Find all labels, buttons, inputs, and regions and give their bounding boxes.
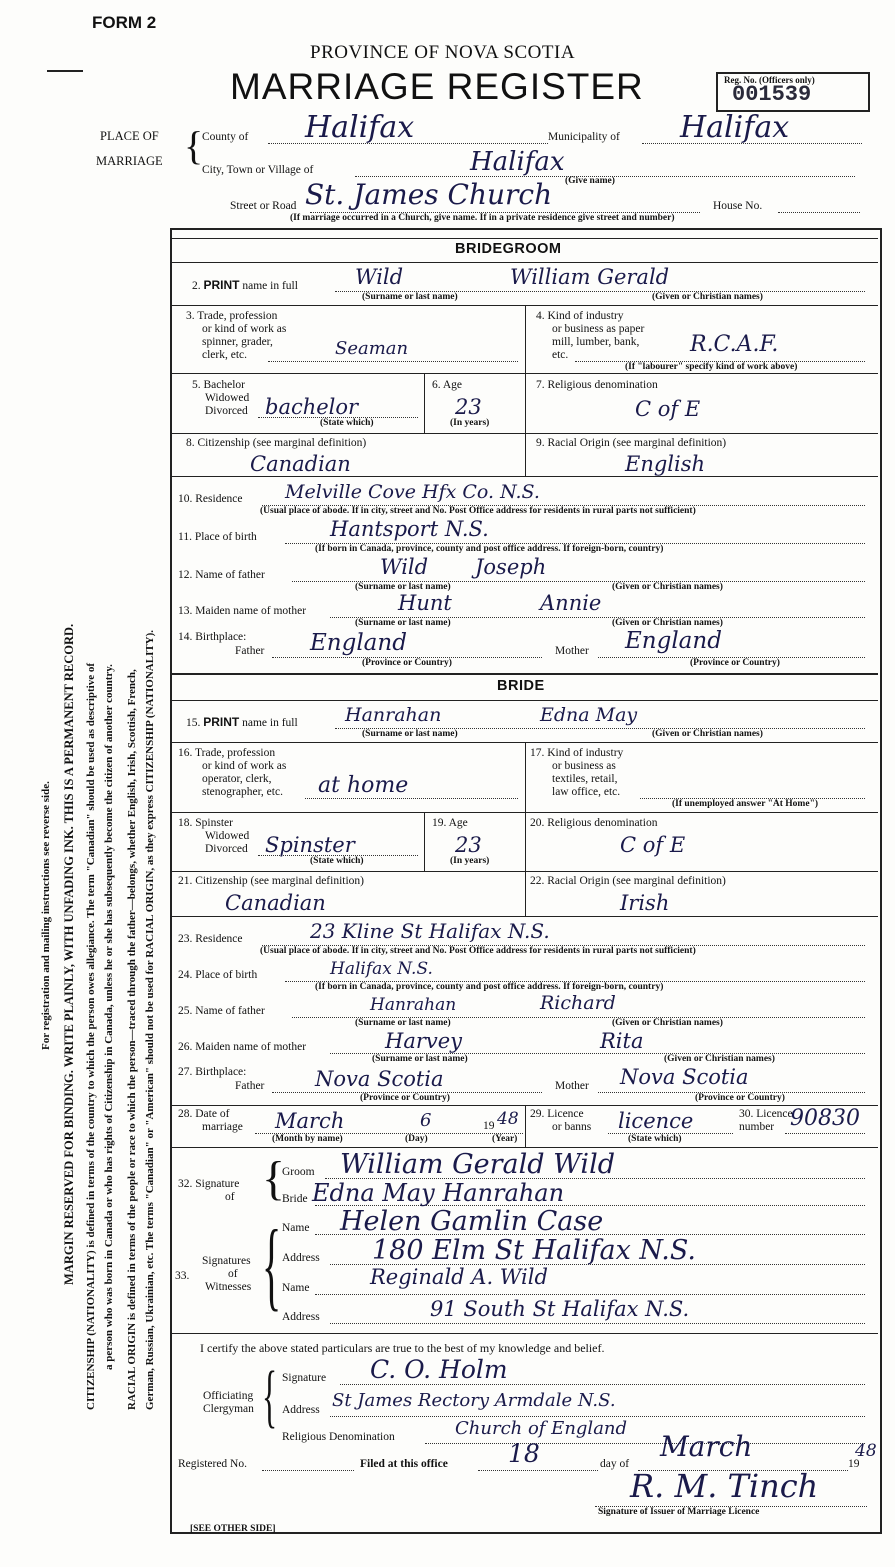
place-label-1: PLACE OF: [100, 129, 159, 143]
w1-name: Helen Gamlin Case: [340, 1206, 604, 1237]
bride-father-given: Richard: [540, 992, 616, 1014]
bride-mother-given-caption: (Given or Christian names): [664, 1054, 775, 1064]
licence-caption: (State which): [628, 1134, 682, 1144]
bride-birthplace-label: 24. Place of birth: [178, 969, 258, 981]
clergy-addr-line: [330, 1416, 865, 1417]
col-rule: [525, 742, 526, 812]
groom-citizenship-label: 8. Citizenship (see marginal definition): [186, 437, 367, 449]
groom-heading-rule-top: [172, 238, 878, 239]
groom-father-surname: Wild: [380, 555, 429, 579]
licence-no-label-1: 30. Licence: [739, 1108, 793, 1120]
day-of-label: day of: [600, 1458, 630, 1470]
registered-line: [262, 1470, 354, 1471]
groom-industry-label-2: or business as paper: [552, 323, 645, 335]
groom-father-label: 12. Name of father: [178, 569, 265, 581]
place-note: (If marriage occurred in a Church, give name. If in a private residence give street and number): [290, 213, 675, 223]
margin-line-3: CITIZENSHIP (NATIONALITY) is defined in terms of the country to which the person owes allegiance. The term "Canadian" should be used as descriptive of: [85, 662, 97, 1410]
groom-name-label: [192, 279, 298, 293]
groom-status-label-2: Widowed: [205, 392, 250, 404]
bride-religion: C of E: [620, 833, 686, 857]
w2-name: Reginald A. Wild: [370, 1265, 548, 1289]
filed-label: Filed at this office: [360, 1458, 448, 1470]
groom-residence: Melville Cove Hfx Co. N.S.: [285, 481, 540, 503]
bride-industry-label-4: law office, etc.: [552, 786, 621, 798]
bride-trade-label-2: or kind of work as: [202, 760, 287, 772]
groom-state-which: (State which): [320, 418, 374, 428]
witness-label-1: Signatures: [202, 1255, 251, 1267]
col-rule: [424, 812, 425, 871]
bride-name-rest: name in full: [242, 717, 298, 729]
filed-month: March: [660, 1430, 753, 1463]
groom-sig-label: Groom: [282, 1166, 315, 1178]
marriage-year-prefix: 19: [483, 1120, 495, 1132]
bride-status-label-1: 18. Spinster: [178, 817, 233, 829]
date-label-2: marriage: [202, 1121, 243, 1133]
licence-label-1: 29. Licence: [530, 1108, 584, 1120]
groom-signature: William Gerald Wild: [340, 1149, 615, 1180]
groom-industry-note: (If "labourer" specify kind of work above): [625, 362, 798, 372]
groom-racial: English: [625, 452, 706, 476]
bride-citizenship: Canadian: [225, 891, 326, 915]
groom-trade-label-3: spinner, grader,: [202, 336, 273, 348]
house-label: House No.: [713, 200, 763, 212]
bride-bp-mother: Nova Scotia: [620, 1065, 749, 1089]
bride-trade-label-4: stenographer, etc.: [202, 786, 283, 798]
marriage-month: March: [275, 1109, 345, 1133]
licence-no-label-2: number: [739, 1121, 775, 1133]
bride-status-label-3: Divorced: [205, 843, 248, 855]
year-caption: (Year): [492, 1134, 518, 1144]
filed-day: 18: [508, 1439, 540, 1468]
groom-father-given: Joseph: [475, 555, 547, 579]
marriage-year: 48: [497, 1109, 519, 1129]
groom-bp-mother-label: Mother: [555, 645, 589, 657]
clergy-sig-label: Signature: [282, 1372, 327, 1384]
groom-industry-label-3: mill, lumber, bank,: [552, 336, 640, 348]
bride-surname: Hanrahan: [345, 704, 442, 726]
sig-label-1: 32. Signature: [178, 1178, 240, 1190]
bride-in-years: (In years): [450, 856, 490, 866]
margin-line-4: a person who was born in Canada or who has rights of Citizenship in Canada, unless he or she has subsequently become the citizen of another country.: [103, 664, 115, 1370]
bride-state-which: (State which): [310, 856, 364, 866]
groom-father-surname-caption: (Surname or last name): [355, 582, 451, 592]
denom-label: Religious Denomination: [282, 1431, 395, 1443]
bride-status: Spinster: [265, 833, 355, 857]
municipality-label: Municipality of: [548, 131, 620, 143]
bride-bp-label: 27. Birthplace:: [178, 1066, 247, 1078]
licence-type: licence: [618, 1109, 694, 1133]
bride-sig-label: Bride: [282, 1193, 308, 1205]
groom-bp-mother: England: [625, 628, 722, 654]
margin-line-6: German, Russian, Ukrainian, etc. The terms "Canadian" or "American" should not be used for RACIAL ORIGIN, as they express CITIZENSHIP (NATIONALITY).: [144, 629, 156, 1410]
month-caption: (Month by name): [272, 1134, 343, 1144]
groom-surname-caption: (Surname or last name): [362, 292, 458, 302]
groom-industry-label-1: 4. Kind of industry: [536, 310, 624, 322]
form-number: FORM 2: [92, 13, 157, 32]
groom-name-rest: name in full: [242, 280, 298, 292]
bride-surname-caption: (Surname or last name): [362, 729, 458, 739]
bride-birthplace-note: (If born in Canada, province, county and post office address. If foreign-born, country): [315, 982, 664, 992]
margin-line-5: RACIAL ORIGIN is defined in terms of the people or race to which the person—traced through the father—belongs, whether English, Irish, Scottish, French,: [126, 669, 138, 1410]
bride-bp-mother-label: Mother: [555, 1080, 589, 1092]
groom-mother-surname-caption: (Surname or last name): [355, 618, 451, 628]
row-rule: [172, 1333, 878, 1334]
clergy-label-1: Officiating: [203, 1390, 254, 1402]
county-value: Halifax: [305, 110, 415, 145]
groom-birthplace-label: 11. Place of birth: [178, 531, 257, 543]
bride-residence-label: 23. Residence: [178, 933, 243, 945]
groom-heading: BRIDEGROOM: [455, 241, 562, 257]
bride-signature: Edna May Hanrahan: [312, 1179, 565, 1207]
margin-line-2: MARGIN RESERVED FOR BINDING. WRITE PLAINLY, WITH UNFADING INK. THIS IS A PERMANENT RECORD.: [62, 623, 76, 1285]
licence-no-line: [785, 1133, 865, 1134]
bride-mother-given: Rita: [600, 1029, 644, 1053]
bride-residence: 23 Kline St Halifax N.S.: [310, 919, 550, 943]
municipality-value: Halifax: [680, 110, 790, 145]
reg-no-box: [716, 72, 870, 112]
bride-name-label: [186, 716, 298, 730]
house-line: [778, 212, 860, 213]
groom-trade-line: [268, 361, 518, 362]
w1-name-label: Name: [282, 1222, 310, 1234]
bride-bp-father-caption: (Province or Country): [360, 1093, 450, 1103]
bride-given: Edna May: [540, 704, 638, 726]
witness-brace: {: [262, 1209, 282, 1320]
groom-surname: Wild: [355, 265, 404, 289]
street-value: St. James Church: [305, 178, 553, 211]
clergy-address: St James Rectory Armdale N.S.: [332, 1390, 616, 1411]
bride-age-label: 19. Age: [432, 817, 468, 829]
w1-address: 180 Elm St Halifax N.S.: [372, 1235, 696, 1266]
place-label-2: MARRIAGE: [96, 154, 163, 168]
bride-trade-label-1: 16. Trade, profession: [178, 747, 276, 759]
clergy-signature: C. O. Holm: [370, 1355, 508, 1384]
clergy-addr-label: Address: [282, 1404, 320, 1416]
groom-heading-rule: [172, 262, 878, 263]
groom-status-label-3: Divorced: [205, 405, 248, 417]
groom-name-no: 2.: [192, 280, 201, 292]
margin-line-1: For registration and mailing instructions see reverse side.: [40, 781, 52, 1050]
witness-no: 33.: [175, 1270, 190, 1282]
bride-citizenship-label: 21. Citizenship (see marginal definition): [178, 875, 364, 887]
issuer-caption: Signature of Issuer of Marriage Licence: [598, 1507, 760, 1517]
bride-trade-line: [305, 798, 518, 799]
bride-trade: at home: [318, 773, 409, 798]
see-other-side: [SEE OTHER SIDE]: [190, 1524, 276, 1534]
bride-racial: Irish: [620, 891, 670, 915]
bride-bp-mother-caption: (Province or Country): [695, 1093, 785, 1103]
street-label: Street or Road: [230, 200, 297, 212]
groom-in-years: (In years): [450, 418, 490, 428]
place-brace: {: [184, 123, 204, 168]
groom-bp-mother-caption: (Province or Country): [690, 658, 780, 668]
groom-age-label: 6. Age: [432, 379, 463, 391]
groom-birthplace: Hantsport N.S.: [330, 517, 489, 541]
reg-no: 001539: [732, 82, 812, 107]
groom-religion-label: 7. Religious denomination: [536, 379, 658, 391]
col-rule: [525, 305, 526, 373]
clergy-sig-line: [340, 1384, 865, 1385]
registered-label: Registered No.: [178, 1458, 247, 1470]
page-title: MARRIAGE REGISTER: [230, 66, 644, 107]
marriage-day: 6: [420, 1110, 432, 1131]
bride-age: 23: [455, 833, 482, 857]
groom-racial-label: 9. Racial Origin (see marginal definition): [536, 437, 727, 449]
groom-industry: R.C.A.F.: [690, 332, 779, 357]
groom-age: 23: [455, 395, 482, 419]
w2-address: 91 South St Halifax N.S.: [430, 1297, 690, 1321]
w2-name-line: [315, 1294, 865, 1295]
groom-bp-label: 14. Birthplace:: [178, 631, 247, 643]
w1-address-label: Address: [282, 1252, 320, 1264]
bride-heading: BRIDE: [497, 678, 545, 694]
licence-number: 90830: [790, 1106, 860, 1131]
day-caption: (Day): [405, 1134, 428, 1144]
bride-industry-label-3: textiles, retail,: [552, 773, 618, 785]
groom-mother-label: 13. Maiden name of mother: [178, 605, 307, 617]
bride-father-label: 25. Name of father: [178, 1005, 265, 1017]
sig-label-2: of: [225, 1191, 235, 1203]
bride-racial-label: 22. Racial Origin (see marginal definition): [530, 875, 726, 887]
bride-father-given-caption: (Given or Christian names): [612, 1018, 723, 1028]
province-title: PROVINCE OF NOVA SCOTIA: [310, 42, 576, 63]
row-rule: [172, 1147, 878, 1148]
groom-religion: C of E: [635, 397, 701, 421]
bride-father-surname: Hanrahan: [370, 995, 457, 1015]
filed-year: 48: [855, 1441, 877, 1461]
reg-no-label: Reg. No. (Officers only): [724, 75, 815, 85]
clergy-brace: {: [262, 1358, 278, 1435]
filed-day-line: [478, 1470, 598, 1471]
w2-address-line: [330, 1323, 865, 1324]
city-label: City, Town or Village of: [202, 164, 314, 176]
groom-industry-label-4: etc.: [552, 349, 569, 361]
bride-bp-father: Nova Scotia: [315, 1067, 444, 1091]
groom-trade: Seaman: [335, 338, 409, 359]
give-name-caption: (Give name): [565, 176, 615, 186]
bride-heading-rule-top: [172, 673, 878, 675]
groom-given-caption: (Given or Christian names): [652, 292, 763, 302]
row-rule: [172, 916, 878, 917]
bride-bp-father-label: Father: [235, 1080, 265, 1092]
bride-industry-label-2: or business as: [552, 760, 616, 772]
sig-brace: {: [262, 1152, 286, 1205]
groom-bp-father-caption: (Province or Country): [362, 658, 452, 668]
bride-birthplace: Halifax N.S.: [330, 959, 433, 979]
bride-given-caption: (Given or Christian names): [652, 729, 763, 739]
licence-label-2: or banns: [552, 1121, 592, 1133]
witness-label-2: of: [228, 1268, 238, 1280]
groom-trade-label-2: or kind of work as: [202, 323, 287, 335]
bride-status-label-2: Widowed: [205, 830, 250, 842]
city-value: Halifax: [470, 147, 565, 177]
groom-citizenship: Canadian: [250, 452, 351, 476]
certify-text: I certify the above stated particulars are true to the best of my knowledge and belief.: [200, 1341, 605, 1355]
groom-bp-father-label: Father: [235, 645, 265, 657]
groom-status-label-1: 5. Bachelor: [192, 379, 246, 391]
col-rule: [424, 373, 425, 433]
groom-father-given-caption: (Given or Christian names): [612, 582, 723, 592]
bride-name-print: PRINT: [203, 715, 240, 729]
col-rule: [525, 871, 526, 916]
bride-heading-rule: [172, 700, 878, 701]
witness-label-3: Witnesses: [205, 1281, 252, 1293]
bride-industry-note: (If unemployed answer "At Home"): [672, 799, 819, 809]
col-rule: [525, 373, 526, 433]
bride-father-surname-caption: (Surname or last name): [355, 1018, 451, 1028]
bride-industry-label-1: 17. Kind of industry: [530, 747, 624, 759]
groom-birthplace-note: (If born in Canada, province, county and post office address. If foreign-born, country): [315, 544, 664, 554]
bride-religion-label: 20. Religious denomination: [530, 817, 658, 829]
date-label-1: 28. Date of: [178, 1108, 230, 1120]
bride-residence-note: (Usual place of abode. If in city, street and No. Post Office address for residents in rural parts not sufficient): [260, 946, 696, 956]
groom-bp-father: England: [310, 630, 407, 656]
clergy-label-2: Clergyman: [203, 1403, 254, 1415]
groom-trade-label-1: 3. Trade, profession: [186, 310, 278, 322]
issuer-signature: R. M. Tinch: [630, 1467, 819, 1505]
w2-name-label: Name: [282, 1282, 310, 1294]
col-rule: [525, 812, 526, 871]
bride-name-no: 15.: [186, 717, 201, 729]
groom-mother-given: Annie: [540, 591, 602, 615]
county-label: County of: [202, 131, 249, 143]
col-rule: [525, 433, 526, 476]
margin-dash: [47, 70, 83, 72]
bride-mother-surname-caption: (Surname or last name): [372, 1054, 468, 1064]
row-rule: [172, 476, 878, 477]
groom-status: bachelor: [265, 395, 359, 419]
w2-address-label: Address: [282, 1311, 320, 1323]
filed-year-prefix: 19: [848, 1458, 860, 1470]
clergy-denomination: Church of England: [455, 1418, 628, 1439]
denom-line: [425, 1443, 865, 1444]
groom-mother-given-caption: (Given or Christian names): [612, 618, 723, 628]
groom-name-print: PRINT: [203, 278, 240, 292]
col-rule: [525, 1105, 526, 1147]
groom-residence-note: (Usual place of abode. If in city, street and No. Post Office address for residents in rural parts not sufficient): [260, 506, 696, 516]
groom-given: William Gerald: [510, 265, 670, 289]
groom-mother-surname: Hunt: [398, 591, 452, 615]
bride-mother-surname: Harvey: [385, 1029, 463, 1053]
bride-mother-label: 26. Maiden name of mother: [178, 1041, 307, 1053]
groom-trade-label-4: clerk, etc.: [202, 349, 248, 361]
bride-trade-label-3: operator, clerk,: [202, 773, 272, 785]
groom-residence-label: 10. Residence: [178, 493, 243, 505]
